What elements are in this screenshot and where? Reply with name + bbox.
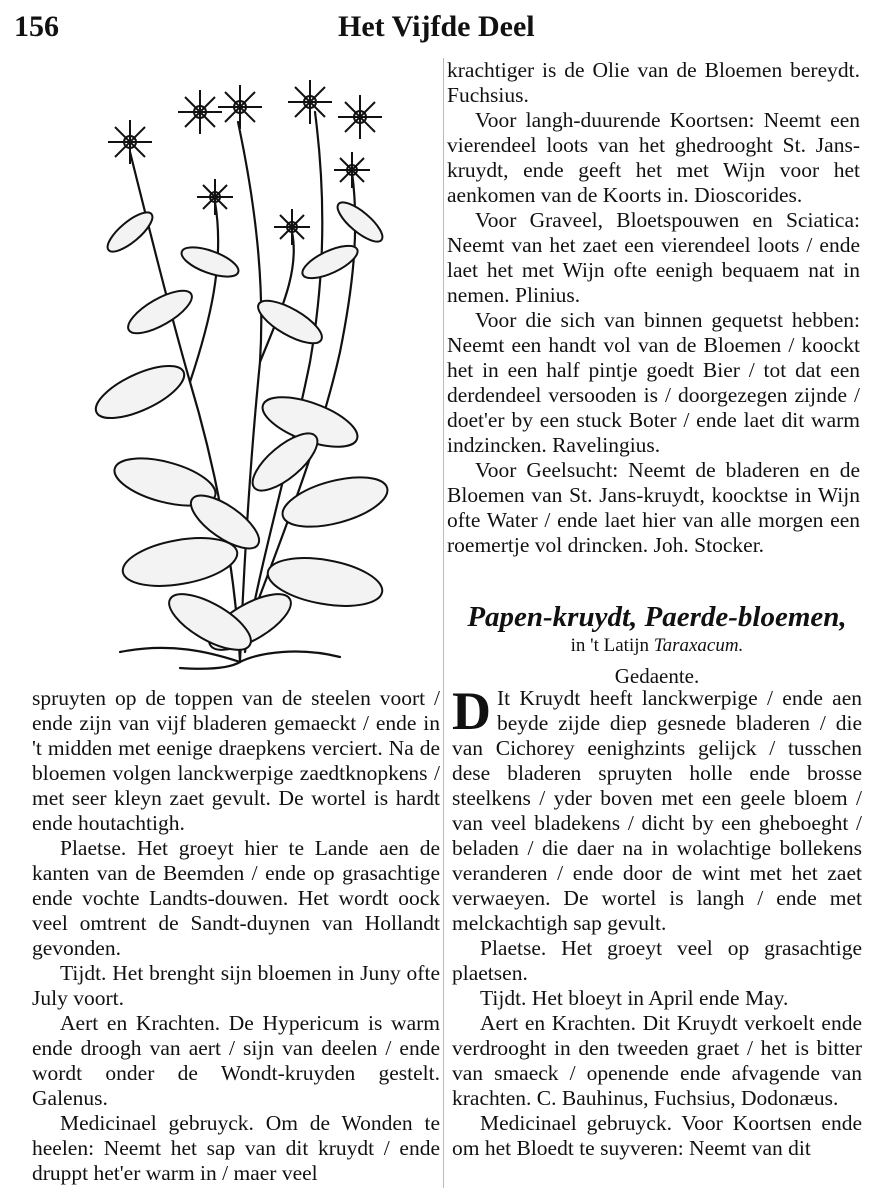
column-divider <box>443 58 444 1188</box>
page-header <box>0 0 873 48</box>
plant-woodcut-illustration <box>60 62 420 672</box>
paragraph: Plaetse. Het groeyt hier te Lande aen de kanten van de Beemden / ende op grasachtige ende vochte Landts-douwen. Het wordt oock veel omtrent de Sandt-duynen van Hollandt gevonden. <box>32 836 440 960</box>
latin-prefix: in 't Latijn <box>570 635 650 656</box>
latin-name: Taraxacum. <box>653 635 744 656</box>
plant-title: Papen-kruydt, Paerde-bloemen, <box>467 601 847 633</box>
paragraph: Voor Graveel, Bloetspouwen en Sciatica: Neemt van het zaet een vierendeel loots / ende laet het met Wijn ofte eenigh bequaem nat in nemen. Plinius. <box>447 208 860 307</box>
running-title: Het Vijfde Deel <box>338 10 535 43</box>
paragraph: Medicinael gebruyck. Voor Koortsen ende om het Bloedt te suyveren: Neemt van dit <box>452 1111 862 1160</box>
drop-cap: D <box>452 681 491 741</box>
paragraph: krachtiger is de Olie van de Bloemen bereydt. Fuchsius. <box>447 58 860 107</box>
paragraph: Aert en Krachten. De Hypericum is warm ende droogh van aert / sijn van deelen / ende wordt onder de Wondt-kruyden gestelt. Galenus. <box>32 1011 440 1110</box>
right-column-top-text <box>447 58 860 558</box>
paragraph: Medicinael gebruyck. Om de Wonden te heelen: Neemt het sap van dit kruydt / ende druppt het'er warm in / maer veel <box>32 1111 440 1185</box>
paragraph: Tijdt. Het brenght sijn bloemen in Juny ofte July voort. <box>32 961 440 1010</box>
page-number: 156 <box>14 10 59 43</box>
paragraph-body: It Kruydt heeft lanckwerpige / ende aen beyde zijde diep gesnede bladeren / die van Cichorey eenighzints gelijck / tusschen dese bladeren spruyten holle ende brosse steelkens / yder boven met een geele bloem / van veel bladekens / dicht by een gheboeght / beladen / die daer na in wolachtige bollekens veranderen / ende door de wint met het zaet verwaeyen. De wortel is langh / ende met melckachtigh sap gevult. <box>452 686 862 935</box>
paragraph <box>452 681 862 936</box>
left-column-text <box>32 686 440 1186</box>
latin-name-line <box>452 634 862 658</box>
paragraph: Aert en Krachten. Dit Kruydt verkoelt ende verdrooght in den tweeden graet / het is bitter van smaeck / openende ende afvagende van krachten. C. Bauhinus, Fuchsius, Dodonæus. <box>452 1011 862 1110</box>
paragraph: spruyten op de toppen van de steelen voort / ende zijn van vijf bladeren gemaeckt / ende in 't midden met eenige draepkens verciert. Na de bloemen volgen lanckwerpige zaedtknopkens / met seer kleyn zaet gevult. De wortel is hardt ende houtachtigh. <box>32 686 440 835</box>
right-column-bottom-text <box>452 681 862 1161</box>
paragraph: Voor die sich van binnen gequetst hebben: Neemt een handt vol van de Bloemen / koockt het in een half pintje goedt Bier / tot dat een derdendeel versooden is / doorgezegen zijnde / doet'er by een stuck Boter / ende laet dit warm indzincken. Ravelingius. <box>447 308 860 457</box>
paragraph: Plaetse. Het groeyt veel op grasachtige plaetsen. <box>452 936 862 985</box>
paragraph: Voor Geelsucht: Neemt de bladeren en de Bloemen van St. Jans-kruydt, koocktse in Wijn ofte Water / ende laet hier van alle morgen een roemertje vol drincken. Joh. Stocker. <box>447 458 860 557</box>
paragraph: Voor langh-duurende Koortsen: Neemt een vierendeel loots van het ghedrooght St. Jans-kruydt, ende geeft het met Wijn voor het aenkomen van de Koorts in. Dioscorides. <box>447 108 860 207</box>
subheading: Gedaente. <box>614 664 700 688</box>
paragraph: Tijdt. Het bloeyt in April ende May. <box>480 986 789 1010</box>
section-heading-block <box>452 600 862 690</box>
